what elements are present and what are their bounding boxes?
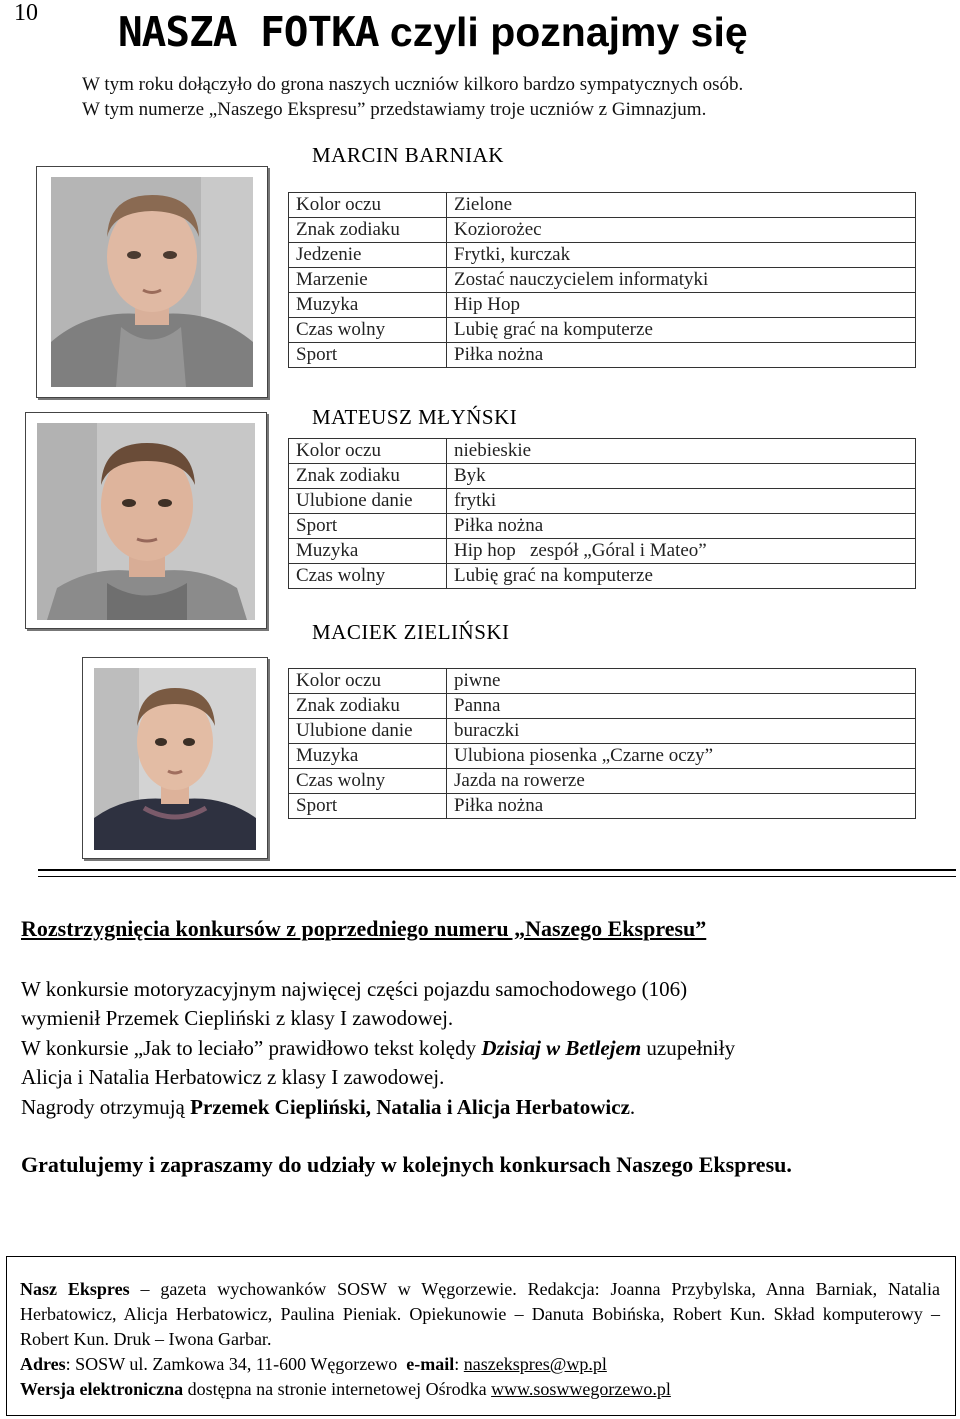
field-label: Muzyka [289,744,447,769]
field-value: piwne [447,669,916,694]
text-run: : [454,1354,464,1374]
student-photo-frame [25,412,267,629]
student-info-table [288,192,916,368]
contest-paragraph-1 [21,975,941,1033]
field-value: Piłka nożna [447,794,916,819]
field-label: Czas wolny [289,564,447,589]
email-link[interactable]: naszekspres@wp.pl [463,1354,607,1374]
field-label: Czas wolny [289,769,447,794]
field-label: Ulubione danie [289,719,447,744]
field-label: Czas wolny [289,318,447,343]
table-row [289,564,916,589]
footer-text [20,1277,940,1402]
field-label: Znak zodiaku [289,694,447,719]
table-row [289,343,916,368]
field-value: Zostać nauczycielem informatyki [447,268,916,293]
address-label: Adres [20,1354,66,1374]
field-label: Znak zodiaku [289,218,447,243]
intro-line: W tym roku dołączyło do grona naszych uczniów kilkoro bardzo sympatycznych osób. [82,74,744,95]
field-value: Zielone [447,193,916,218]
table-row [289,193,916,218]
title-main: NASZA FOTKA [118,8,379,56]
table-row [289,318,916,343]
email-label: e-mail [406,1354,455,1374]
text-run: dostępna na stronie internetowej Ośrodka [183,1379,492,1399]
table-row [289,669,916,694]
table-row [289,243,916,268]
student-info-table [288,438,916,589]
table-row [289,489,916,514]
field-value: Koziorożec [447,218,916,243]
field-label: Sport [289,794,447,819]
field-label: Muzyka [289,539,447,564]
field-value: Ulubiona piosenka „Czarne oczy” [447,744,916,769]
intro-line: W tym numerze „Naszego Ekspresu” przedstawiamy troje uczniów z Gimnazjum. [82,99,707,120]
field-value: niebieskie [447,439,916,464]
website-link[interactable]: www.soswwegorzewo.pl [491,1379,671,1399]
table-row [289,268,916,293]
field-label: Sport [289,343,447,368]
student-photo [37,423,255,620]
table-row [289,719,916,744]
table-row [289,694,916,719]
field-value: Jazda na rowerze [447,769,916,794]
section-divider [38,876,956,877]
student-info-table [288,668,916,819]
footer-credits [20,1277,940,1352]
page-number: 10 [14,0,38,26]
field-label: Kolor oczu [289,439,447,464]
field-label: Ulubione danie [289,489,447,514]
table-row [289,464,916,489]
field-label: Znak zodiaku [289,464,447,489]
student-photo-frame [82,657,268,859]
field-value: Hip Hop [447,293,916,318]
table-row [289,794,916,819]
student-photo-frame [36,166,268,398]
field-value: frytki [447,489,916,514]
paragraph-line: W konkursie motoryzacyjnym najwięcej części pojazdu samochodowego (106) [21,977,688,1001]
song-title: Dzisiaj w Betlejem [481,1036,642,1060]
section-divider [38,869,956,871]
table-row [289,769,916,794]
congratulations-text: Gratulujemy i zapraszamy do udziały w kolejnych konkursach Naszego Ekspresu. [21,1152,792,1177]
student-photo [51,177,253,387]
title-sub: czyli poznajmy się [378,9,748,55]
footer-address [20,1352,940,1377]
contest-paragraph-2 [21,1034,941,1092]
footer-box [6,1256,956,1416]
page-title [118,8,748,56]
text-run: uzupełniły [641,1036,736,1060]
field-value: buraczki [447,719,916,744]
text-run: – gazeta wychowanków SOSW w Węgorzewie. Redakcja: Joanna Przybylska, Anna Barniak, Natalia Herbatowicz, Alicja Herbatowicz, Paulina Pieniak. Opiekunowie – Danuta Bobińska, Robert Kun. Skład komputerowy – Robert Kun. Druk – Iwona Garbar. [20,1279,940,1349]
text-run: W konkursie „Jak to leciało” prawidłowo tekst kolędy [21,1036,482,1060]
field-label: Kolor oczu [289,669,447,694]
text-run: . [629,1095,636,1119]
text-run: : SOSW ul. Zamkowa 34, 11-600 Węgorzewo [65,1354,407,1374]
field-label: Muzyka [289,293,447,318]
footer-online [20,1377,940,1402]
text-run: Nagrody otrzymują [21,1095,191,1119]
table-row [289,439,916,464]
table-row [289,514,916,539]
field-value: Lubię grać na komputerze [447,564,916,589]
paragraph-line: wymienił Przemek Ciepliński z klasy I zawodowej. [21,1006,454,1030]
contest-paragraph-3 [21,1093,941,1122]
field-label: Jedzenie [289,243,447,268]
field-value: Lubię grać na komputerze [447,318,916,343]
field-label: Sport [289,514,447,539]
student-name: MACIEK ZIELIŃSKI [312,620,510,644]
intro-text [82,72,743,122]
contest-heading: Rozstrzygnięcia konkursów z poprzedniego numeru „Naszego Ekspresu” [21,916,707,941]
field-value: Frytki, kurczak [447,243,916,268]
field-label: Marzenie [289,268,447,293]
online-label: Wersja elektroniczna [20,1379,184,1399]
student-photo [94,668,256,850]
student-name: MATEUSZ MŁYŃSKI [312,405,518,429]
table-row [289,293,916,318]
field-value: Byk [447,464,916,489]
paper-name: Nasz Ekspres [20,1279,130,1299]
paragraph-line: Alicja i Natalia Herbatowicz z klasy I zawodowej. [21,1065,445,1089]
winners-names: Przemek Ciepliński, Natalia i Alicja Herbatowicz [190,1095,630,1119]
table-row [289,218,916,243]
table-row [289,744,916,769]
field-value: Piłka nożna [447,514,916,539]
field-value: Panna [447,694,916,719]
paragraph-line [21,1034,941,1063]
field-value: Piłka nożna [447,343,916,368]
field-label: Kolor oczu [289,193,447,218]
student-name: MARCIN BARNIAK [312,143,504,167]
table-row [289,539,916,564]
field-value: Hip hop zespół „Góral i Mateo” [447,539,916,564]
